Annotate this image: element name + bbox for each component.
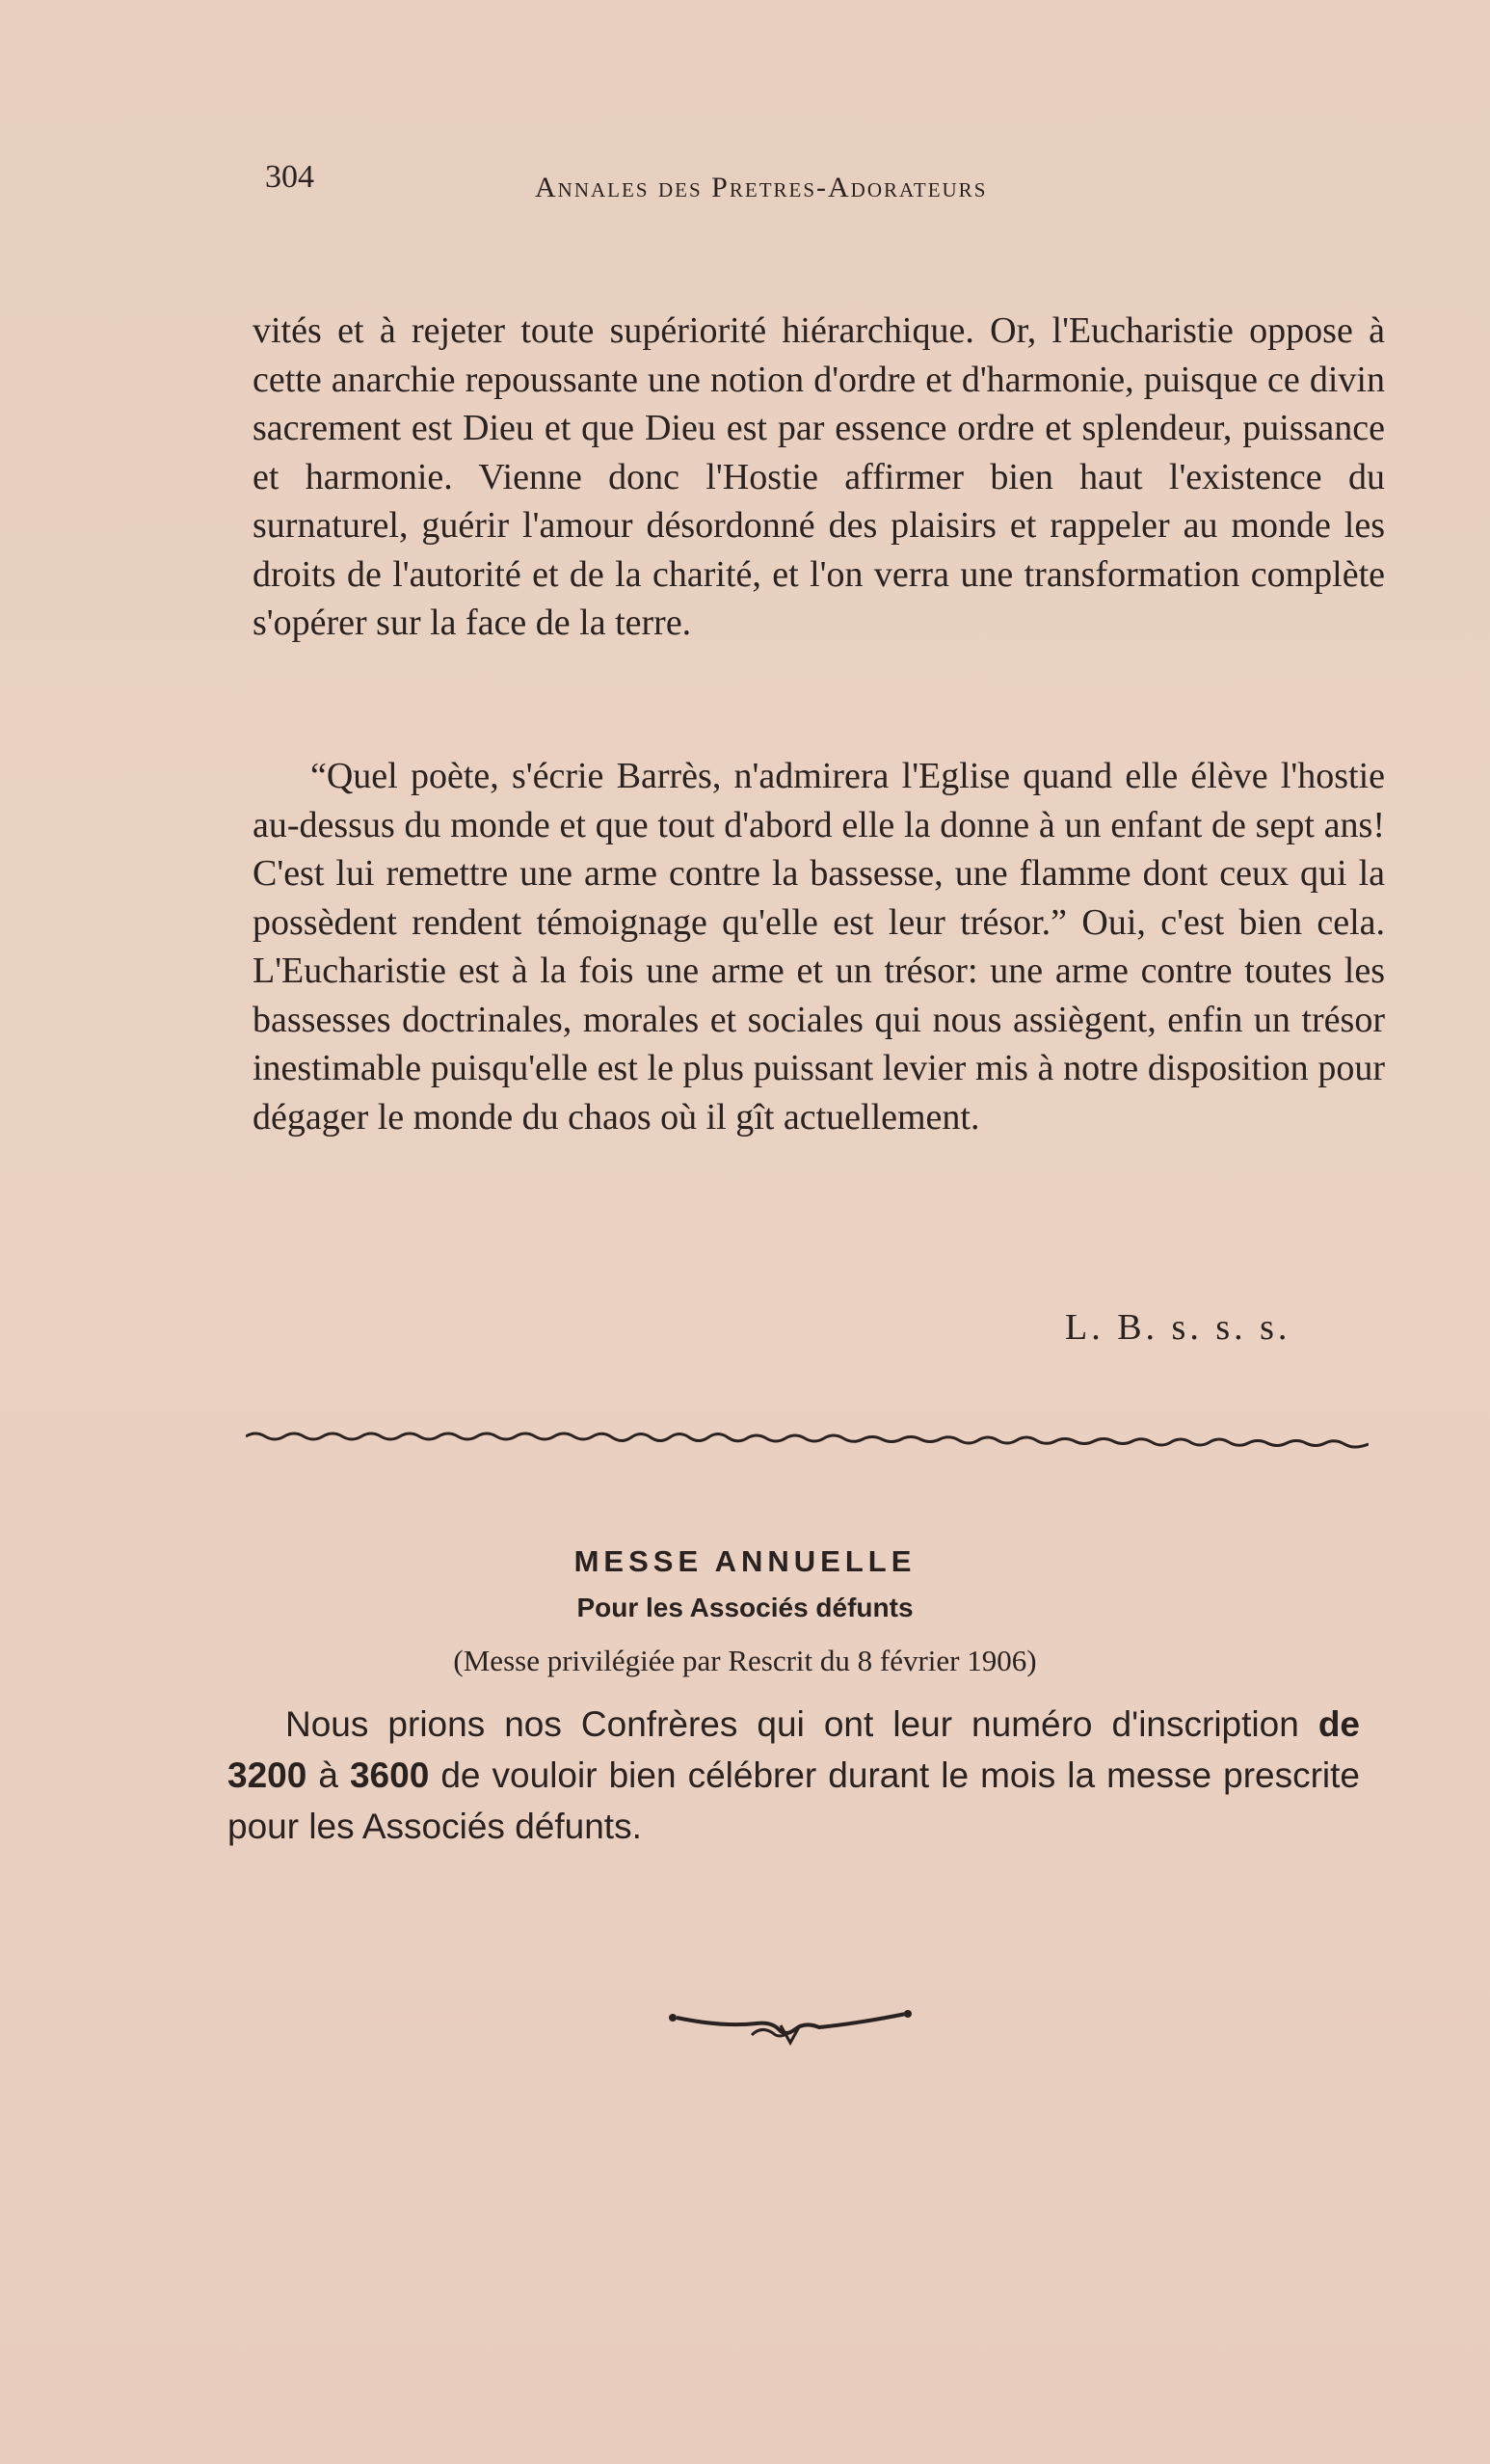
notice-text-3: de vouloir bien célébrer durant le mois la messe prescrite pour les Associés défunts. [227,1755,1360,1846]
ornament-icon [665,2000,916,2058]
section-note: (Messe privilégiée par Rescrit du 8 février 1906) [453,1644,1037,1677]
section-subtitle: Pour les Associés défunts [576,1593,914,1622]
body-paragraph-1: vités et à rejeter toute supériorité hiérarchique. Or, l'Eucharistie oppose à cette anarchie repoussante une notion d'ordre et d'harmonie, puisque ce divin sacrement est Dieu et que Dieu est par essence ordre et splendeur, puissance et harmonie. Vienne donc l'Hostie affirmer bien haut l'existence du surnaturel, guérir l'amour désordonné des plaisirs et rappeler au monde les droits de l'autorité et de la charité, et l'on verra une transformation complète s'opérer sur la face de la terre. [253,310,1385,643]
page-number: 304 [265,159,314,195]
notice-text-1: Nous prions nos Confrères qui ont leur numéro d'inscription [285,1704,1299,1744]
wavy-rule-divider [246,1427,1369,1456]
notice-paragraph [227,1699,1360,1852]
notice-range-end: 3600 [349,1755,430,1795]
notice-range-start: de 3200 [227,1704,1361,1795]
section-title: MESSE ANNUELLE [573,1544,917,1578]
body-paragraph-2: “Quel poète, s'écrie Barrès, n'admirera l'Eglise quand elle élève l'hostie au-dessus du monde et que tout d'abord elle la donne à un enfant de sept ans! C'est lui remettre une arme contre la bassesse, une flamme dont ceux qui la possèdent rendent témoignage qu'elle est leur trésor.” Oui, c'est bien cela. L'Eucharistie est à la fois une arme et un trésor: une arme contre toutes les bassesses doctrinales, morales et sociales qui nous assiègent, enfin un trésor inestimable puisqu'elle est le plus puissant levier mis à notre disposition pour dégager le monde du chaos où il gît actuellement. [253,756,1385,1138]
running-title: Annales des Pretres-Adorateurs [535,172,988,203]
notice-text-2: à [318,1755,338,1795]
signature: L. B. s. s. s. [1065,1307,1291,1348]
